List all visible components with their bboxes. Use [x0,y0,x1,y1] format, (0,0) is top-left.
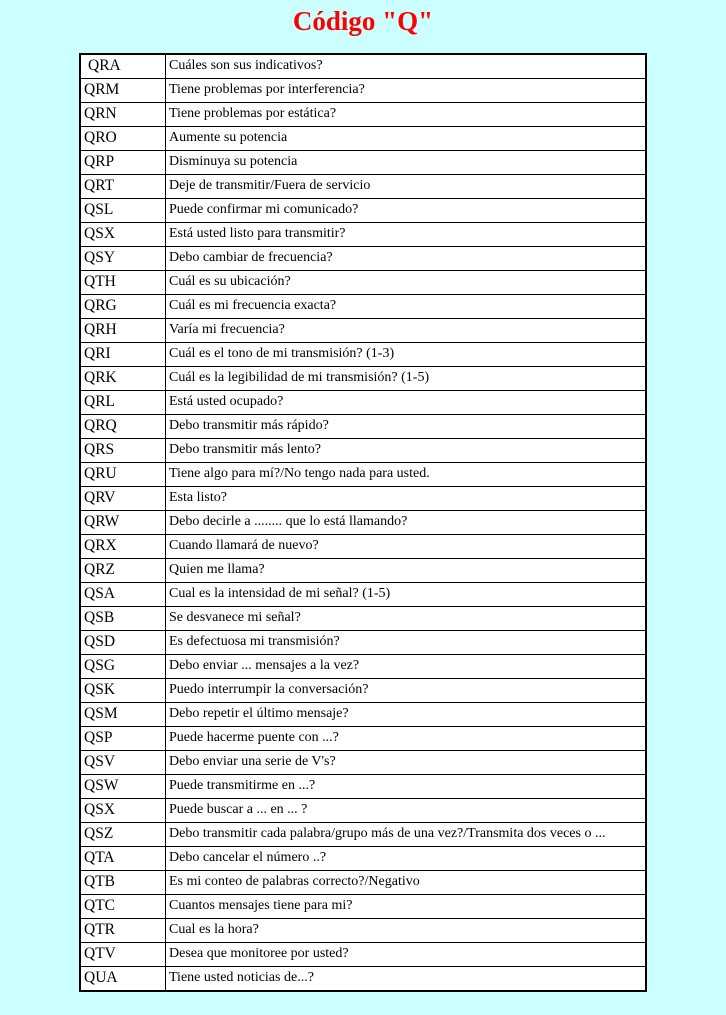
table-row [81,222,645,246]
q-code-cell: QSK [81,678,166,702]
table-row [81,246,645,270]
q-code-meaning-cell: Esta listo? [166,486,646,510]
q-code-meaning-cell: Debo transmitir más lento? [166,438,646,462]
q-code-meaning-cell: Debo enviar ... mensajes a la vez? [166,654,646,678]
q-code-meaning-cell: Tiene algo para mí?/No tengo nada para usted. [166,462,646,486]
q-code-cell: QUA [81,966,166,990]
q-code-cell: QRV [81,486,166,510]
table-row [81,102,645,126]
q-code-cell: QSX [81,798,166,822]
q-code-meaning-cell: Varía mi frecuencia? [166,318,646,342]
q-code-meaning-cell: Puede hacerme puente con ...? [166,726,646,750]
table-row [81,534,645,558]
q-code-cell: QSA [81,582,166,606]
q-code-meaning-cell: Cuál es mi frecuencia exacta? [166,294,646,318]
q-code-meaning-cell: Aumente su potencia [166,126,646,150]
q-code-meaning-cell: Desea que monitoree por usted? [166,942,646,966]
table-row [81,726,645,750]
q-code-rows [81,55,645,990]
q-code-cell: QSY [81,246,166,270]
table-row [81,318,645,342]
table-row [81,342,645,366]
q-code-cell: QRL [81,390,166,414]
table-row [81,198,645,222]
q-code-meaning-cell: Es defectuosa mi transmisión? [166,630,646,654]
table-row [81,918,645,942]
q-code-cell: QSB [81,606,166,630]
q-code-meaning-cell: Está usted ocupado? [166,390,646,414]
q-code-cell: QSX [81,222,166,246]
q-code-meaning-cell: Quien me llama? [166,558,646,582]
q-code-cell: QSL [81,198,166,222]
page-title: Código "Q" [292,6,434,36]
q-code-meaning-cell: Cual es la intensidad de mi señal? (1-5) [166,582,646,606]
table-row [81,438,645,462]
q-code-meaning-cell: Puede buscar a ... en ... ? [166,798,646,822]
q-code-meaning-cell: Se desvanece mi señal? [166,606,646,630]
table-row [81,294,645,318]
table-row [81,150,645,174]
q-code-table [79,53,647,992]
table-row [81,606,645,630]
table-row [81,750,645,774]
q-code-meaning-cell: Debo enviar una serie de V's? [166,750,646,774]
q-code-meaning-cell: Puedo interrumpir la conversación? [166,678,646,702]
table-row [81,78,645,102]
q-code-cell: QSP [81,726,166,750]
table-row [81,798,645,822]
q-code-meaning-cell: Debo cancelar el número ..? [166,846,646,870]
q-code-meaning-cell: Tiene usted noticias de...? [166,966,646,990]
q-code-cell: QRP [81,150,166,174]
table-row [81,126,645,150]
q-code-cell: QRW [81,510,166,534]
q-code-cell: QRH [81,318,166,342]
q-code-meaning-cell: Cuando llamará de nuevo? [166,534,646,558]
q-code-cell: QRO [81,126,166,150]
q-code-cell: QRG [81,294,166,318]
q-code-meaning-cell: Está usted listo para transmitir? [166,222,646,246]
table-row [81,678,645,702]
table-row [81,174,645,198]
q-code-meaning-cell: Cuál es la legibilidad de mi transmisión? (1-5) [166,366,646,390]
q-code-cell: QSM [81,702,166,726]
table-row [81,486,645,510]
table-row [81,510,645,534]
table-row [81,55,645,78]
q-code-cell: QSW [81,774,166,798]
q-code-cell: QRI [81,342,166,366]
q-code-meaning-cell: Tiene problemas por estática? [166,102,646,126]
table-row [81,702,645,726]
q-code-meaning-cell: Debo cambiar de frecuencia? [166,246,646,270]
q-code-cell: QTC [81,894,166,918]
q-code-meaning-cell: Debo decirle a ........ que lo está llamando? [166,510,646,534]
table-row [81,966,645,990]
q-code-cell: QTB [81,870,166,894]
q-code-cell: QSZ [81,822,166,846]
q-code-meaning-cell: Cuáles son sus indicativos? [166,55,646,78]
table-row [81,774,645,798]
q-code-cell: QSD [81,630,166,654]
q-code-meaning-cell: Cuál es su ubicación? [166,270,646,294]
q-code-meaning-cell: Cual es la hora? [166,918,646,942]
q-code-meaning-cell: Debo repetir el último mensaje? [166,702,646,726]
q-code-cell: QTV [81,942,166,966]
q-code-meaning-cell: Puede confirmar mi comunicado? [166,198,646,222]
table-row [81,582,645,606]
q-code-cell: QTH [81,270,166,294]
table-row [81,942,645,966]
q-code-cell: QSG [81,654,166,678]
table-row [81,366,645,390]
table-row [81,894,645,918]
q-code-meaning-cell: Tiene problemas por interferencia? [166,78,646,102]
q-code-cell: QRN [81,102,166,126]
table-row [81,270,645,294]
q-code-cell: QRT [81,174,166,198]
q-code-cell: QTA [81,846,166,870]
q-code-meaning-cell: Es mi conteo de palabras correcto?/Negativo [166,870,646,894]
q-code-cell: QTR [81,918,166,942]
q-code-cell: QRX [81,534,166,558]
q-code-meaning-cell: Debo transmitir cada palabra/grupo más de una vez?/Transmita dos veces o ... [166,822,646,846]
q-code-cell: QRQ [81,414,166,438]
table-row [81,630,645,654]
q-code-grid [81,55,645,990]
q-code-meaning-cell: Puede transmitirme en ...? [166,774,646,798]
q-code-meaning-cell: Disminuya su potencia [166,150,646,174]
q-code-meaning-cell: Cuantos mensajes tiene para mi? [166,894,646,918]
table-row [81,822,645,846]
table-row [81,654,645,678]
table-row [81,390,645,414]
table-row [81,870,645,894]
table-row [81,846,645,870]
q-code-cell: QRM [81,78,166,102]
q-code-cell: QRK [81,366,166,390]
q-code-cell: QRU [81,462,166,486]
q-code-cell: QRS [81,438,166,462]
table-row [81,414,645,438]
q-code-meaning-cell: Debo transmitir más rápido? [166,414,646,438]
q-code-cell: QSV [81,750,166,774]
q-code-cell: QRZ [81,558,166,582]
table-row [81,558,645,582]
table-row [81,462,645,486]
q-code-meaning-cell: Deje de transmitir/Fuera de servicio [166,174,646,198]
q-code-cell: QRA [81,55,166,78]
q-code-meaning-cell: Cuál es el tono de mi transmisión? (1-3) [166,342,646,366]
